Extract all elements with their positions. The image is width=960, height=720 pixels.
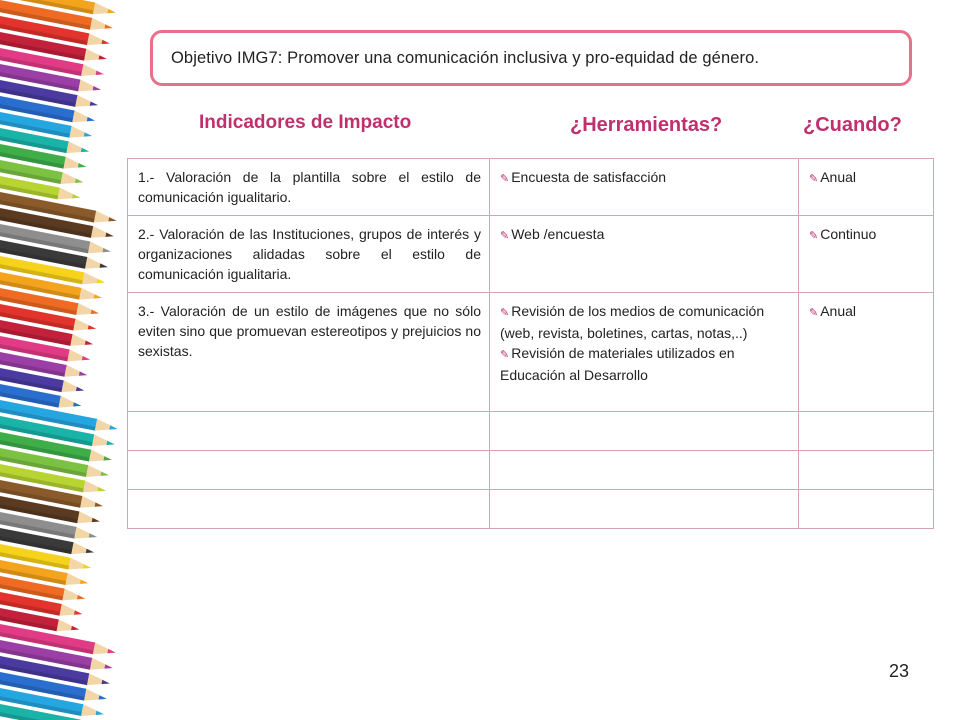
- table-row: [128, 216, 934, 293]
- heading-indicators: Indicadores de Impacto: [199, 112, 412, 133]
- pencil-bullet-icon: ✎: [500, 349, 510, 361]
- tools-cell: [490, 159, 799, 216]
- pencil-bullet-icon: ✎: [500, 173, 510, 185]
- indicators-table: [127, 158, 934, 529]
- when-cell: [799, 490, 934, 529]
- tool-item: ✎ Revisión de los medios de comunicación (web, revista, boletines, cartas, notas,..): [500, 303, 765, 341]
- heading-when: ¿Cuando?: [803, 114, 902, 136]
- indicator-cell: [128, 490, 490, 529]
- pencil-bullet-icon: ✎: [809, 173, 819, 185]
- heading-tools: ¿Herramientas?: [570, 114, 723, 136]
- when-cell: ✎ Anual: [799, 293, 934, 412]
- table-row-empty: [128, 490, 934, 529]
- when-cell: ✎ Continuo: [799, 216, 934, 293]
- tool-item: ✎ Encuesta de satisfacción: [500, 169, 667, 185]
- indicator-cell: 3.- Valoración de un estilo de imágenes que no sólo eviten sino que promuevan estereotipos y prejuicios no sexistas.: [128, 293, 490, 412]
- table-row: [128, 293, 934, 412]
- indicator-cell: [128, 412, 490, 451]
- objective-text: Objetivo IMG7: Promover una comunicación inclusiva y pro-equidad de género.: [171, 48, 760, 67]
- page-number: 23: [888, 661, 910, 681]
- tools-cell: [490, 412, 799, 451]
- pencil-bullet-icon: ✎: [500, 230, 510, 242]
- tools-cell: [490, 490, 799, 529]
- tools-cell: [490, 293, 799, 412]
- when-cell: [799, 451, 934, 490]
- tools-cell: [490, 451, 799, 490]
- indicator-cell: [128, 451, 490, 490]
- indicator-cell: 1.- Valoración de la plantilla sobre el estilo de comunicación igualitario.: [128, 159, 490, 216]
- objective-box: [150, 30, 912, 86]
- pencil-bullet-icon: ✎: [500, 307, 510, 319]
- table-row-empty: [128, 451, 934, 490]
- colored-pencils-decoration: [0, 0, 135, 720]
- table-row-empty: [128, 412, 934, 451]
- table-row: [128, 159, 934, 216]
- indicator-cell: 2.- Valoración de las Instituciones, grupos de interés y organizaciones alidadas sobre el estilo de comunicación igualitaria.: [128, 216, 490, 293]
- when-cell: ✎ Anual: [799, 159, 934, 216]
- pencil-bullet-icon: ✎: [809, 230, 819, 242]
- pencil-bullet-icon: ✎: [809, 307, 819, 319]
- tools-cell: [490, 216, 799, 293]
- tool-item: ✎ Web /encuesta: [500, 226, 605, 242]
- when-cell: [799, 412, 934, 451]
- tool-item: ✎ Revisión de materiales utilizados en Educación al Desarrollo: [500, 345, 735, 383]
